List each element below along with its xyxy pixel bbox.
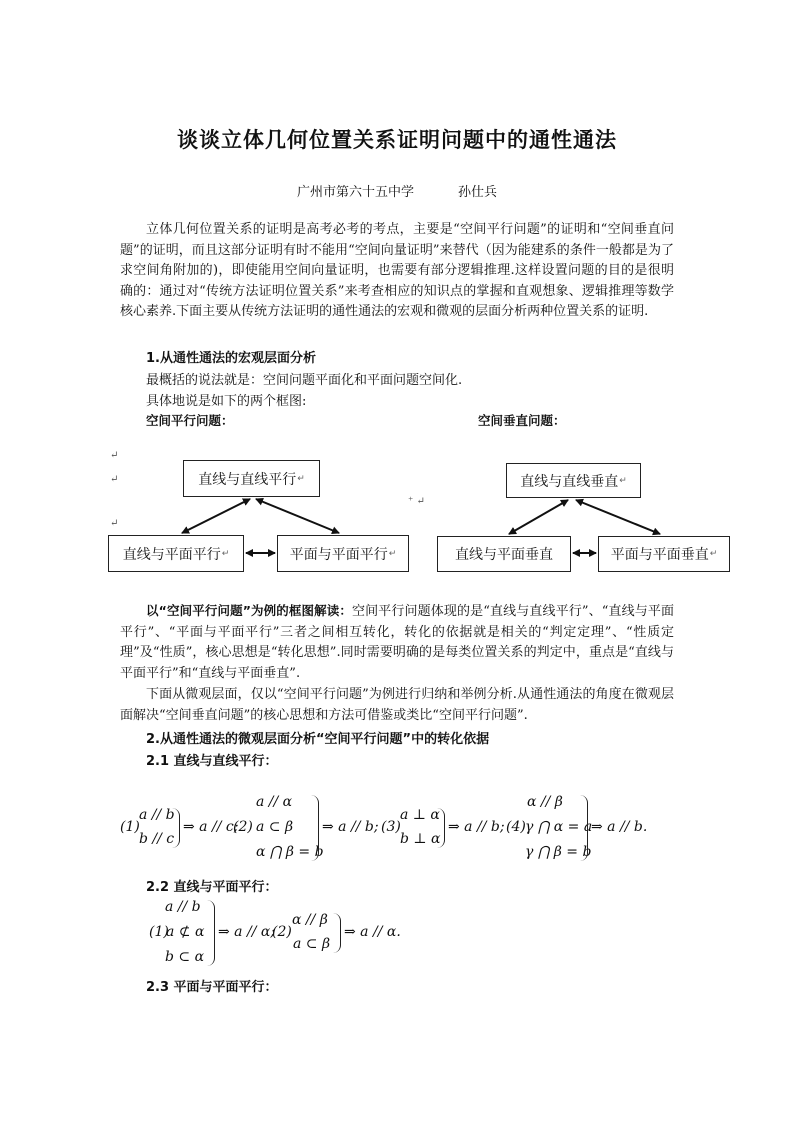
f2-a: a // α (256, 794, 293, 810)
f1-label: (1) (120, 819, 140, 835)
return-mark-mid: ⁺ ↵ (408, 496, 425, 507)
box-label: 平面与平面平行 (289, 546, 388, 563)
box-label: 平面与平面垂直 (610, 547, 709, 563)
reading-paragraph (120, 601, 674, 684)
f1-result: ⇒ a // c; (183, 819, 239, 835)
box-return-mark: ↵ (709, 549, 718, 559)
f2-c: α ⋂ β = b (256, 844, 324, 860)
g1-result: ⇒ a // α; (218, 924, 276, 940)
box-return-mark: ↵ (221, 548, 230, 559)
f2-b: a ⊂ β (256, 819, 294, 835)
box-label: 直线与直线平行 (198, 471, 297, 488)
intro-paragraph: 立体几何位置关系的证明是高考必考的考点，主要是“空间平行问题”的证明和“空间垂直问题”的证明，而且这部分证明有时不能用“空间向量证明”来替代（因为能建系的条件一般都是为了求空间角附加的)，即使能用空间向量证明，也需要有部分逻辑推理.这样设置问题的目的是很明确的：通过对“传统方法证明位置关系”来考查相应的知识点的掌握和直观想象、逻辑推理等数学核心素养.下面主要从传统方法证明的通性通法的宏观和微观的层面分析两种位置关系的证明. (120, 222, 674, 319)
return-mark-2: ↵ (110, 474, 119, 485)
reading-lead: 以“空间平行问题”为例的框图解读： (146, 603, 352, 618)
f4-result: ⇒ a // b. (591, 819, 648, 835)
g2-brace (333, 913, 341, 953)
subsection-2-2: 2.2 直线与平面平行： (146, 880, 278, 895)
return-mark-1: ↵ (110, 450, 119, 461)
arrow-right-top-to-bl (509, 500, 568, 534)
f3-label: (3) (381, 819, 401, 835)
arrow-left-top-to-br (256, 499, 339, 533)
f1-a: a // b (139, 807, 175, 823)
section1-heading: 1.从通性通法的宏观层面分析 (146, 351, 316, 366)
f4-b: γ ⋂ α = a (525, 819, 593, 835)
subsection-2-3: 2.3 平面与平面平行： (146, 980, 278, 995)
g2-b: a ⊂ β (293, 936, 331, 952)
f3-result: ⇒ a // b; (448, 819, 505, 835)
return-mark-3: ↵ (110, 518, 119, 529)
f3-b: b ⊥ α (400, 831, 441, 847)
author-school: 广州市第六十五中学 (296, 185, 414, 200)
f4-a: α // β (527, 794, 563, 810)
f1-brace (172, 808, 180, 848)
f4-brace (580, 795, 588, 861)
g2-a: α // β (292, 912, 328, 928)
label-perpendicular: 空间垂直问题： (478, 413, 566, 428)
box-return-mark: ↵ (619, 475, 627, 486)
g1-a: a // b (165, 899, 201, 915)
g2-result: ⇒ a // α. (344, 924, 401, 940)
box-return-mark: ↵ (297, 473, 305, 484)
section1-line2: 具体地说是如下的两个框图: (146, 394, 307, 409)
box-label: 直线与平面垂直 (455, 547, 553, 563)
f3-brace (437, 808, 445, 848)
g1-b: a ⊄ α (166, 924, 205, 940)
f3-a: a ⊥ α (400, 807, 440, 823)
g1-c: b ⊂ α (165, 949, 205, 965)
reading-next: 下面从微观层面，仅以“空间平行问题”为例进行归纳和举例分析.从通性通法的角度在微观层面解决“空间垂直问题”的核心思想和方法可借鉴或类比“空间平行问题”. (120, 687, 674, 723)
box-label: 直线与平面平行 (122, 546, 221, 563)
page-title: 谈谈立体几何位置关系证明问题中的通性通法 (177, 128, 617, 152)
f2-brace (311, 795, 319, 861)
box-label: 直线与直线垂直 (520, 473, 619, 490)
g1-brace (207, 900, 215, 966)
label-parallel: 空间平行问题： (146, 413, 234, 428)
reading-body: 空间平行问题体现的是“直线与直线平行”、“直线与平面平行”、“平面与平面平行”三者之间相互转化，转化的依据就是相关的“判定定理”、“性质定理”及“性质”，核心思想是“转化思想”.同时需要明确的是每类位置关系的判定中，重点是“直线与平面平行”和“直线与平面垂直”. (120, 604, 674, 681)
author-name: 孙仕兵 (458, 185, 498, 200)
arrow-left-top-to-bl (182, 499, 250, 533)
subsection-2-1: 2.1 直线与直线平行： (146, 754, 278, 769)
f1-b: b // c (139, 831, 175, 847)
g1-label: (1) (149, 924, 169, 940)
g2-label: (2) (272, 924, 292, 940)
f4-label: (4) (506, 819, 526, 835)
f2-label: (2) (233, 819, 253, 835)
section1-line1: 最概括的说法就是：空间问题平面化和平面问题空间化. (146, 373, 463, 388)
f2-result: ⇒ a // b; (322, 819, 379, 835)
arrow-right-top-to-br (576, 500, 660, 534)
section2-heading: 2.从通性通法的微观层面分析“空间平行问题”中的转化依据 (146, 732, 490, 747)
f4-c: γ ⋂ β = b (525, 844, 592, 860)
box-return-mark: ↵ (388, 548, 397, 559)
